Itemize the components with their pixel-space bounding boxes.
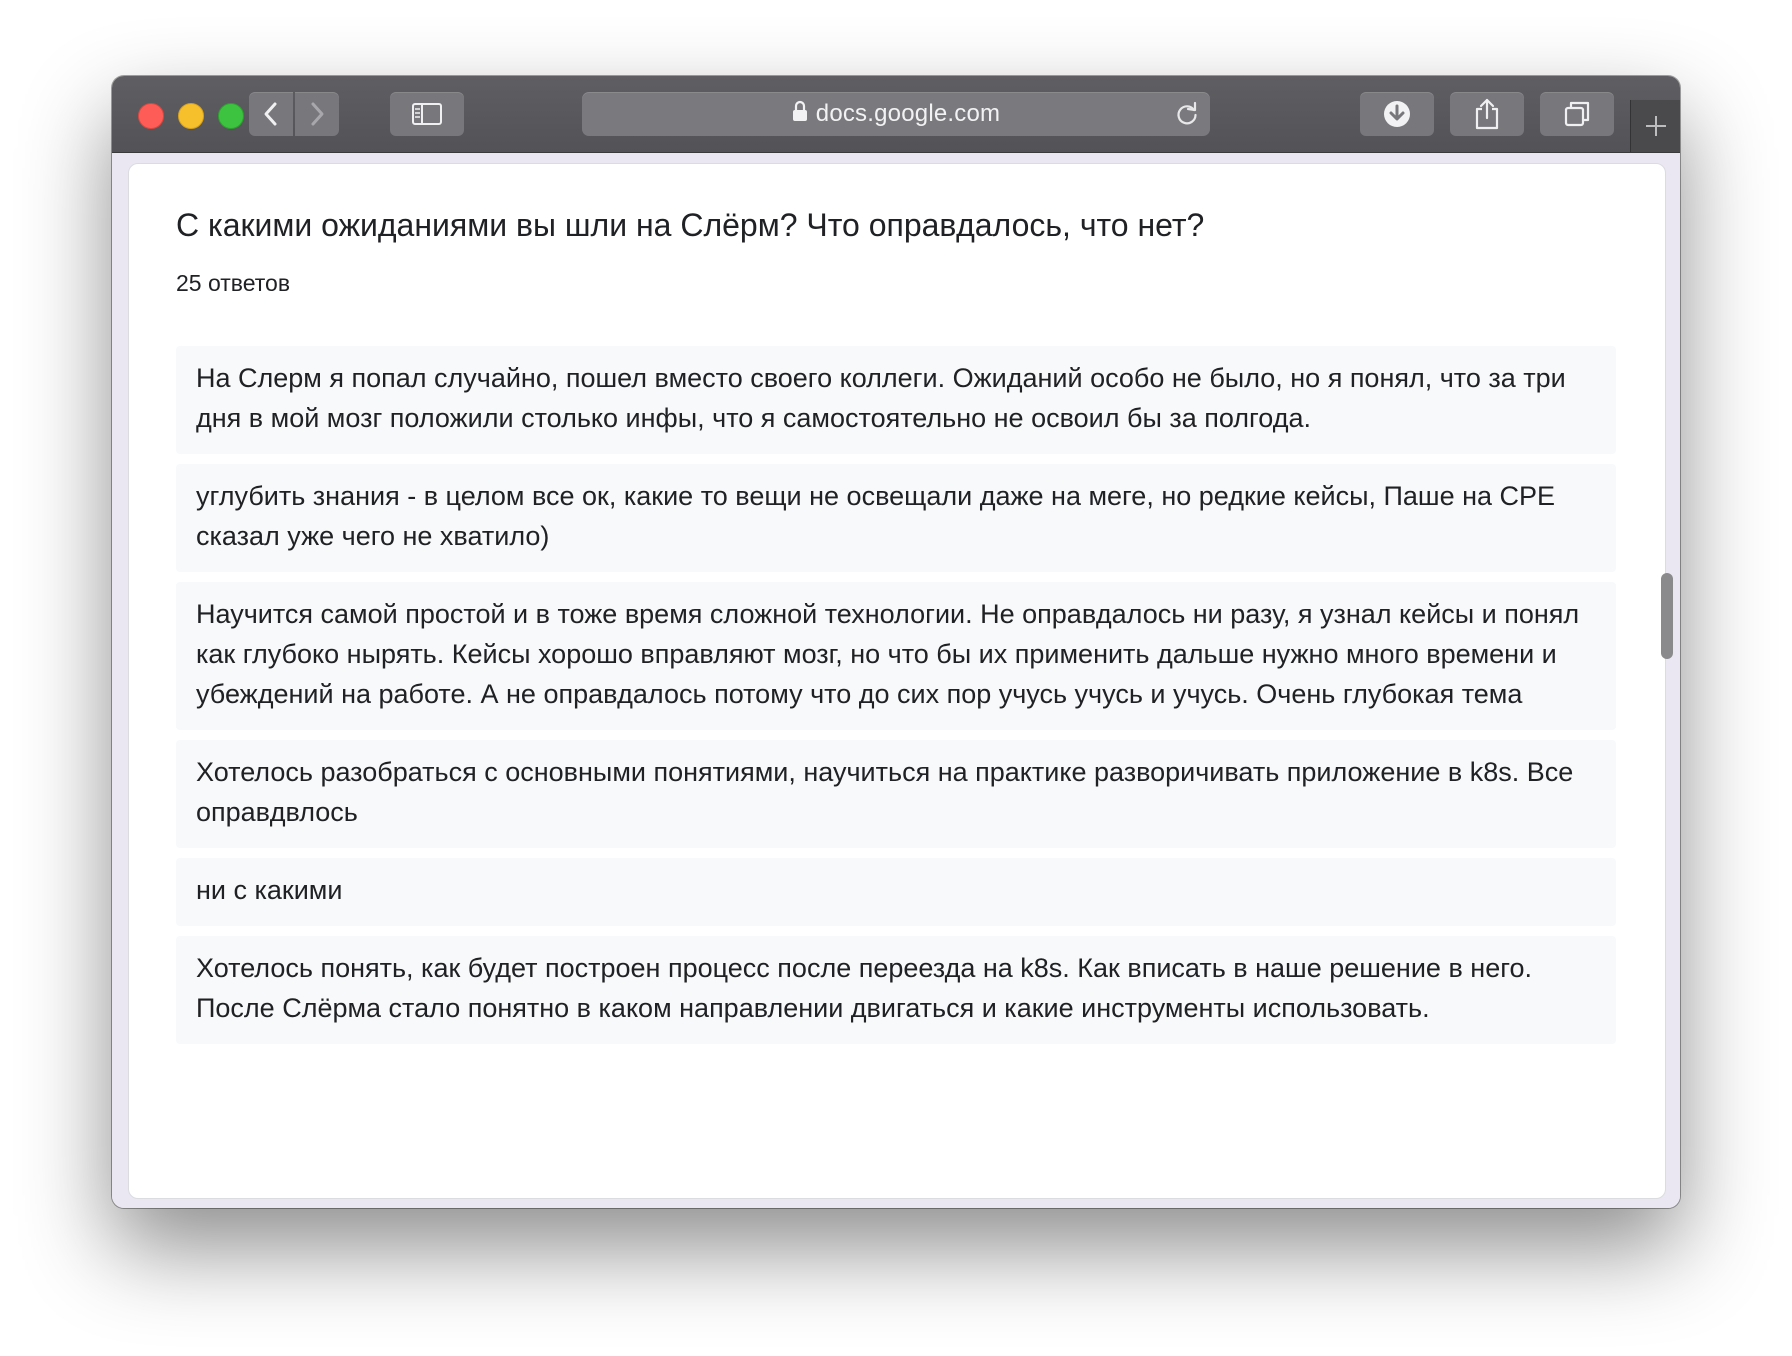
answers-list[interactable] — [176, 346, 1616, 1141]
lock-icon — [792, 100, 808, 129]
url-display — [582, 92, 1210, 136]
url-text: docs.google.com — [815, 100, 1001, 127]
tabs-overview-button[interactable] — [1540, 92, 1614, 136]
share-button[interactable] — [1450, 92, 1524, 136]
question-summary-card — [128, 163, 1666, 1199]
sidebar-icon — [411, 102, 443, 126]
minimize-window-button[interactable] — [178, 103, 204, 129]
plus-icon — [1643, 113, 1669, 139]
page-content — [112, 153, 1680, 1208]
browser-window — [112, 76, 1680, 1208]
answer-item: Научится самой простой и в тоже время сложной технологии. Не оправдалось ни разу, я узнал кейсы и понял как глубоко нырять. Кейсы хорошо вправляют мозг, но что бы их применить дальше нужно много времени и убеждений на работе. А не оправдалось потому что до сих пор учусь учусь и учусь. Очень глубокая тема — [176, 582, 1616, 730]
toolbar — [112, 76, 1680, 153]
download-icon — [1382, 99, 1412, 129]
response-count: 25 ответов — [176, 270, 291, 296]
answer-item: Хотелось понять, как будет построен процесс после переезда на k8s. Как вписать в наше решение в него. После Слёрма стало понятно в каком направлении двигаться и какие инструменты использовать. — [176, 936, 1616, 1044]
address-bar[interactable] — [582, 92, 1210, 136]
reload-icon[interactable] — [1174, 101, 1200, 132]
sidebar-button[interactable] — [390, 92, 464, 136]
chevron-right-icon — [308, 101, 326, 127]
question-title: С какими ожиданиями вы шли на Слёрм? Что оправдалось, что нет? — [176, 207, 1205, 243]
back-button[interactable] — [249, 92, 293, 136]
answer-item: ни с какими — [176, 858, 1616, 926]
forward-button[interactable] — [295, 92, 339, 136]
share-icon — [1473, 97, 1501, 131]
answer-item: Хотелось разобраться с основными понятиями, научиться на практике разворичивать приложение в k8s. Все оправдвлось — [176, 740, 1616, 848]
downloads-button[interactable] — [1360, 92, 1434, 136]
answer-item: углубить знания - в целом все ок, какие то вещи не освещали даже на меге, но редкие кейсы, Паше на CPE сказал уже чего не хватило) — [176, 464, 1616, 572]
close-window-button[interactable] — [138, 103, 164, 129]
zoom-window-button[interactable] — [218, 103, 244, 129]
chevron-left-icon — [262, 101, 280, 127]
page-scrollbar[interactable] — [1661, 573, 1673, 659]
tabs-icon — [1563, 100, 1591, 128]
answer-item: На Слерм я попал случайно, пошел вместо своего коллеги. Ожиданий особо не было, но я понял, что за три дня в мой мозг положили столько инфы, что я самостоятельно не освоил бы за полгода. — [176, 346, 1616, 454]
new-tab-button[interactable] — [1630, 100, 1680, 152]
